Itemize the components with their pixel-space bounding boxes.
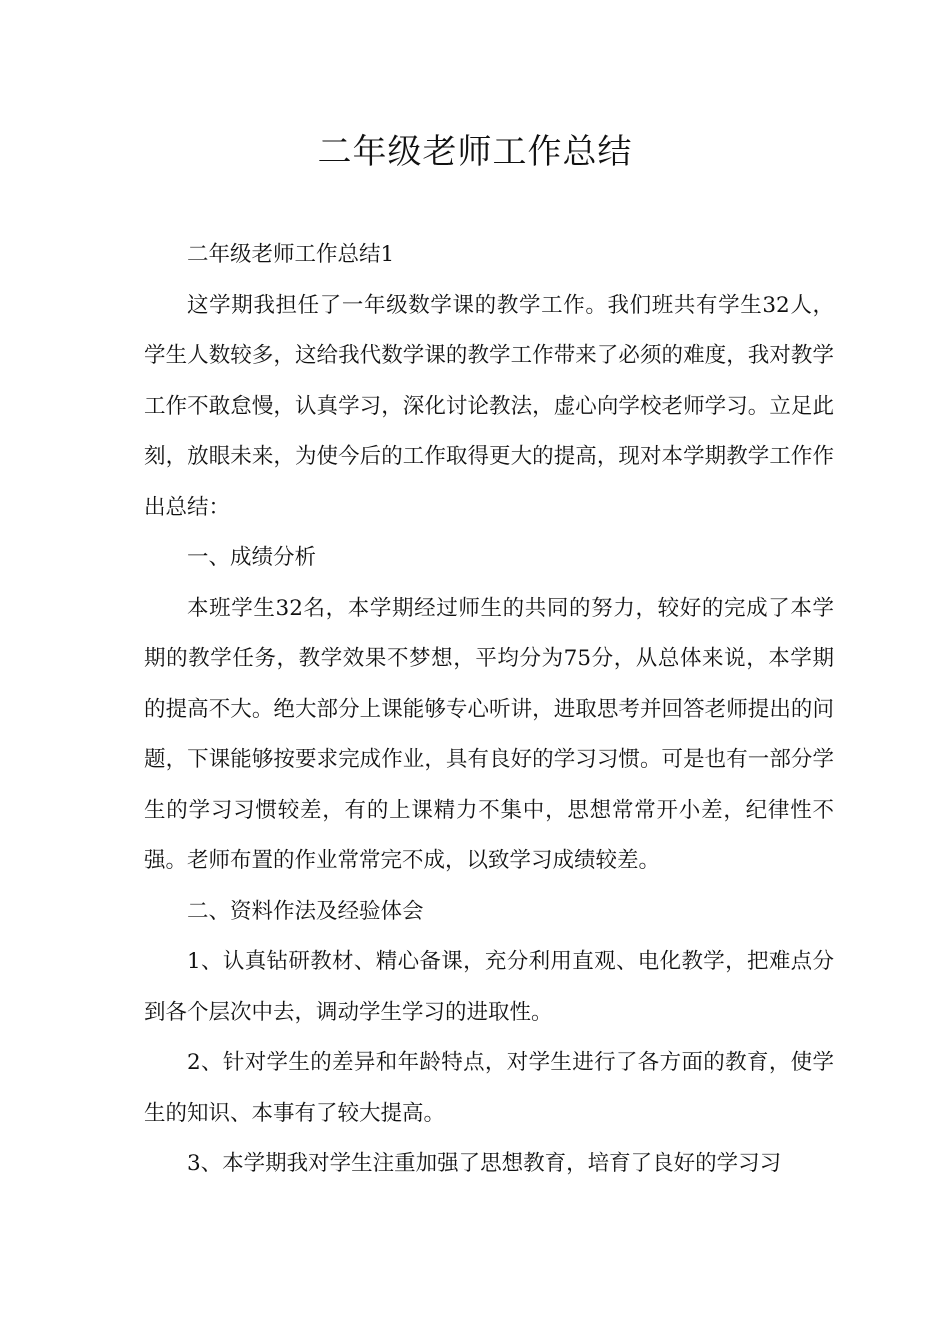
paragraph: 2、针对学生的差异和年龄特点，对学生进行了各方面的教育，使学生的知识、本事有了较大提高。 xyxy=(144,1050,834,1126)
paragraph: 3、本学期我对学生注重加强了思想教育，培育了良好的学习习 xyxy=(187,1151,782,1176)
section-heading: 二年级老师工作总结1 xyxy=(187,242,395,267)
document-body xyxy=(144,230,834,1190)
document-title: 二年级老师工作总结 xyxy=(317,132,633,172)
section-heading: 二、资料作法及经验体会 xyxy=(187,898,424,924)
paragraph: 本班学生32名，本学期经过师生的共同的努力，较好的完成了本学期的教学任务，教学效果不梦想，平均分为75分，从总体来说，本学期的提高不大。绝大部分上课能够专心听讲，进取思考并回答老师提出的问题，下课能够按要求完成作业，具有良好的学习习惯。可是也有一部分学生的学习习惯较差，有的上课精力不集中，思想常常开小差，纪律性不强。老师布置的作业常常完不成，以致学习成绩较差。 xyxy=(144,595,834,873)
paragraph: 1、认真钻研教材、精心备课，充分利用直观、电化教学，把难点分到各个层次中去，调动学生学习的进取性。 xyxy=(144,949,834,1025)
section-heading: 一、成绩分析 xyxy=(187,545,317,570)
paragraph: 这学期我担任了一年级数学课的教学工作。我们班共有学生32人，学生人数较多，这给我代数学课的教学工作带来了必须的难度，我对教学工作不敢怠慢，认真学习，深化讨论教法，虚心向学校老师学习。立足此刻，放眼未来，为使今后的工作取得更大的提高，现对本学期教学工作作出总结： xyxy=(144,292,834,520)
